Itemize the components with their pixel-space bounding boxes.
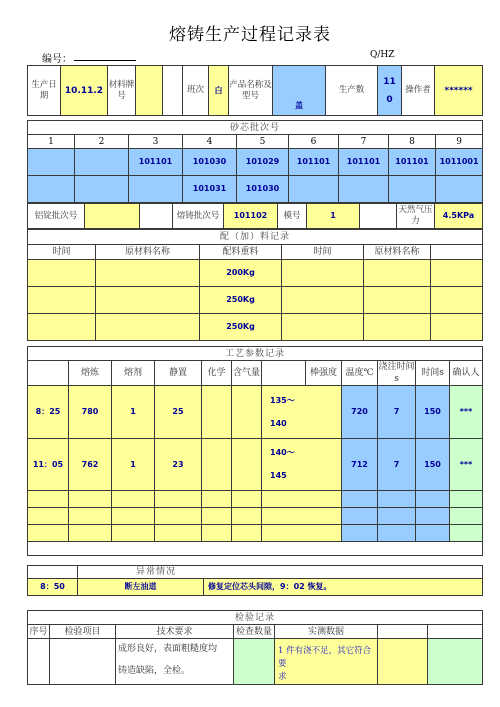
process-empty-cell[interactable] — [69, 525, 112, 542]
sand-cell[interactable] — [75, 149, 129, 176]
sand-cell[interactable] — [129, 176, 183, 203]
sand-cell[interactable] — [436, 176, 483, 203]
ingredients-cell[interactable] — [96, 287, 200, 314]
ingredients-header: 原材料名称 — [96, 245, 200, 260]
process-t[interactable]: 150 — [416, 439, 450, 491]
ingredients-cell[interactable] — [431, 287, 483, 314]
mold-value[interactable]: 1 — [307, 204, 360, 229]
process-strength-line-1: 140～ — [270, 448, 295, 457]
ingredients-header: 原材料名称 — [364, 245, 431, 260]
process-empty-cell[interactable] — [155, 508, 202, 525]
ingredients-cell[interactable] — [364, 287, 431, 314]
inspection-header: 检查数量 — [234, 625, 275, 639]
ingot-batch-label: 铝锭批次号 — [28, 204, 85, 229]
process-empty-cell[interactable] — [378, 491, 416, 508]
process-chem[interactable] — [202, 439, 232, 491]
process-empty-cell[interactable] — [450, 525, 483, 542]
sand-cell[interactable] — [28, 176, 75, 203]
process-header: 确认人 — [450, 361, 483, 386]
quantity-line-1: 11 — [383, 76, 396, 87]
inspection-measured-line-1: 1 件有浇不足，其它符合要 — [278, 646, 372, 669]
ingredients-cell[interactable] — [282, 287, 364, 314]
ingredients-title: 配（加）料记录 — [28, 230, 483, 245]
process-flux[interactable]: 1 — [112, 439, 155, 491]
process-empty-cell[interactable] — [202, 491, 232, 508]
ingredients-cell[interactable]: 250Kg — [200, 314, 282, 341]
inspection-extra-cell[interactable] — [428, 639, 483, 685]
process-temp[interactable]: 720 — [342, 386, 378, 439]
sand-cell[interactable]: 101101 — [389, 149, 436, 176]
sand-col-header: 7 — [339, 135, 389, 149]
ingredients-cell[interactable] — [364, 260, 431, 287]
ingredients-cell[interactable]: 250Kg — [200, 287, 282, 314]
process-empty-cell[interactable] — [342, 491, 378, 508]
process-chem[interactable] — [202, 386, 232, 439]
process-header — [28, 361, 69, 386]
process-confirm[interactable]: *** — [450, 386, 483, 439]
inspection-header: 实测数据 — [275, 625, 378, 639]
ingredients-header: 时间 — [282, 245, 364, 260]
process-header: 棒强度 — [306, 361, 342, 386]
process-header: 熔炼 — [69, 361, 112, 386]
code-field[interactable] — [74, 60, 136, 61]
ingot-batch-value[interactable] — [85, 204, 140, 229]
anomaly-time[interactable]: 8：50 — [28, 579, 78, 596]
inspection-measured-line-2: 求 — [278, 672, 287, 682]
sand-cell[interactable]: 101101 — [129, 149, 183, 176]
sand-cell[interactable]: 101031 — [183, 176, 237, 203]
gas-pressure-value[interactable]: 4.5KPa — [435, 204, 483, 229]
ingredients-cell[interactable] — [96, 260, 200, 287]
process-time[interactable]: 11：05 — [28, 439, 69, 491]
sand-core-section — [27, 120, 482, 203]
production-date-label: 生产日期 — [28, 66, 61, 116]
process-empty-cell[interactable] — [342, 525, 378, 542]
sand-cell[interactable]: 101030 — [183, 149, 237, 176]
process-empty-cell[interactable] — [112, 525, 155, 542]
process-empty-cell[interactable] — [232, 508, 262, 525]
process-empty-cell[interactable] — [202, 525, 232, 542]
process-empty-cell[interactable] — [232, 491, 262, 508]
process-time[interactable]: 8：25 — [28, 386, 69, 439]
inspection-extra-cell[interactable] — [378, 639, 428, 685]
sand-core-title: 砂芯批次号 — [28, 121, 483, 135]
inspection-quantity[interactable] — [234, 639, 275, 685]
ingredients-cell[interactable] — [431, 314, 483, 341]
product-label: 产品名称及型号 — [229, 66, 273, 116]
batch-band — [27, 203, 482, 229]
process-temp[interactable]: 712 — [342, 439, 378, 491]
production-date-value[interactable]: 10.11.2 — [61, 66, 108, 116]
sand-col-header: 9 — [436, 135, 483, 149]
process-header: 熔剂 — [112, 361, 155, 386]
process-header: 含气量 — [232, 361, 262, 386]
sand-col-header: 5 — [237, 135, 289, 149]
ingredients-cell[interactable] — [96, 314, 200, 341]
sand-cell[interactable] — [289, 176, 339, 203]
ingredients-cell[interactable] — [28, 287, 96, 314]
inspection-section — [27, 610, 482, 685]
process-header: 温度℃ — [342, 361, 378, 386]
ingredients-header: 时间 — [28, 245, 96, 260]
quantity-label: 生产数 — [326, 66, 378, 116]
process-pour[interactable]: 7 — [378, 386, 416, 439]
process-title: 工艺参数记录 — [28, 347, 483, 361]
inspection-header: 技术要求 — [116, 625, 234, 639]
process-t[interactable]: 150 — [416, 386, 450, 439]
process-header: 浇注时间s — [378, 362, 415, 384]
ingredients-header — [431, 245, 483, 260]
ingredients-cell[interactable] — [364, 314, 431, 341]
process-empty-cell[interactable] — [378, 525, 416, 542]
process-row — [28, 439, 483, 491]
ingredients-header: 配料重料 — [200, 245, 282, 260]
process-empty-cell[interactable] — [450, 508, 483, 525]
code-label: 编号： — [42, 54, 72, 65]
product-value[interactable]: 盖 — [273, 66, 326, 116]
info-band — [27, 65, 482, 116]
operator-value[interactable]: ****** — [435, 66, 483, 116]
mold-label: 模号 — [278, 204, 307, 229]
process-empty-cell[interactable] — [262, 491, 342, 508]
process-header: 化学 — [202, 361, 232, 386]
cast-batch-label: 熔铸批次号 — [173, 204, 224, 229]
process-strength-line-2: 145 — [270, 471, 287, 480]
sand-cell[interactable] — [28, 149, 75, 176]
process-empty-cell[interactable] — [416, 508, 450, 525]
operator-label: 操作者 — [402, 66, 435, 116]
process-empty-cell[interactable] — [202, 508, 232, 525]
inspection-header: 检验项目 — [50, 625, 116, 639]
material-brand-label: 材料牌号 — [108, 66, 136, 116]
ingredients-cell[interactable]: 200Kg — [200, 260, 282, 287]
sand-col-header: 4 — [183, 135, 237, 149]
gas-pressure-label: 天然气压力 — [397, 204, 435, 229]
process-rest[interactable]: 25 — [155, 386, 202, 439]
process-empty-cell[interactable] — [262, 508, 342, 525]
process-pour[interactable]: 7 — [378, 439, 416, 491]
sand-cell[interactable]: 101030 — [237, 176, 289, 203]
sand-cell[interactable]: 101029 — [237, 149, 289, 176]
anomaly-action[interactable]: 修复定位芯头间隙，9：02 恢复。 — [204, 579, 483, 596]
process-empty-cell[interactable] — [69, 508, 112, 525]
ingredients-section — [27, 229, 482, 341]
process-empty-cell[interactable] — [112, 508, 155, 525]
process-section — [27, 346, 482, 556]
sand-cell[interactable]: 1011001 — [436, 149, 483, 176]
inspection-header: 序号 — [29, 626, 48, 637]
quantity-line-2: 0 — [386, 94, 393, 105]
process-strength[interactable] — [262, 386, 342, 439]
process-empty-cell[interactable] — [416, 491, 450, 508]
process-empty-cell[interactable] — [155, 525, 202, 542]
process-strength-line-1: 135～ — [270, 395, 295, 405]
process-empty-cell[interactable] — [450, 491, 483, 508]
process-empty-cell[interactable] — [28, 491, 69, 508]
inspection-measured[interactable] — [275, 639, 378, 685]
process-smelt[interactable]: 762 — [69, 439, 112, 491]
process-header: 静置 — [155, 361, 202, 386]
process-confirm[interactable]: *** — [450, 439, 483, 491]
sand-cell[interactable] — [389, 176, 436, 203]
shift-label: 班次 — [183, 66, 209, 116]
process-empty-cell[interactable] — [69, 491, 112, 508]
process-empty-cell[interactable] — [28, 525, 69, 542]
ingredients-cell[interactable] — [28, 260, 96, 287]
process-strength[interactable] — [262, 439, 342, 491]
sand-col-header: 6 — [289, 135, 339, 149]
sand-cell[interactable]: 101101 — [339, 149, 389, 176]
sand-col-header: 8 — [389, 135, 436, 149]
quantity-value[interactable] — [378, 66, 402, 116]
sand-cell[interactable]: 101101 — [289, 149, 339, 176]
process-empty-cell[interactable] — [342, 508, 378, 525]
cast-batch-value[interactable]: 101102 — [224, 204, 278, 229]
shift-value[interactable]: 白 — [209, 66, 229, 116]
anomaly-title: 异常情况 — [78, 566, 483, 579]
anomaly-issue[interactable]: 断左油道 — [78, 579, 204, 596]
inspection-requirement-line-2: 铸造缺陷，全检。 — [118, 666, 191, 676]
material-brand-value[interactable] — [136, 66, 163, 116]
sand-col-header: 1 — [28, 135, 75, 149]
process-row — [28, 386, 483, 439]
inspection-requirement-line-1: 成形良好，表面粗糙度均 — [118, 644, 218, 654]
process-empty-cell[interactable] — [416, 525, 450, 542]
process-strength-line-2: 140 — [270, 418, 287, 428]
inspection-title: 检验记录 — [28, 611, 483, 625]
standard-code: Q/HZ — [370, 50, 395, 60]
sand-cell[interactable] — [75, 176, 129, 203]
process-empty-cell[interactable] — [232, 525, 262, 542]
process-empty-cell[interactable] — [28, 508, 69, 525]
process-gas[interactable] — [232, 386, 262, 439]
sand-col-header: 3 — [129, 135, 183, 149]
sand-col-header: 2 — [75, 135, 129, 149]
inspection-requirement — [116, 639, 234, 685]
form-title: 熔铸生产过程记录表 — [169, 25, 331, 45]
process-empty-cell[interactable] — [262, 525, 342, 542]
sand-cell[interactable] — [339, 176, 389, 203]
process-spacer — [28, 542, 483, 556]
ingredients-cell[interactable] — [431, 260, 483, 287]
process-flux[interactable]: 1 — [112, 386, 155, 439]
process-empty-cell[interactable] — [112, 491, 155, 508]
process-empty-cell[interactable] — [155, 491, 202, 508]
process-header: 时间s — [416, 361, 450, 386]
ingredients-cell[interactable] — [282, 314, 364, 341]
process-empty-cell[interactable] — [378, 508, 416, 525]
process-smelt[interactable]: 780 — [69, 386, 112, 439]
ingredients-cell[interactable] — [28, 314, 96, 341]
ingredients-cell[interactable] — [282, 260, 364, 287]
process-rest[interactable]: 23 — [155, 439, 202, 491]
anomaly-section — [27, 565, 482, 596]
process-gas[interactable] — [232, 439, 262, 491]
